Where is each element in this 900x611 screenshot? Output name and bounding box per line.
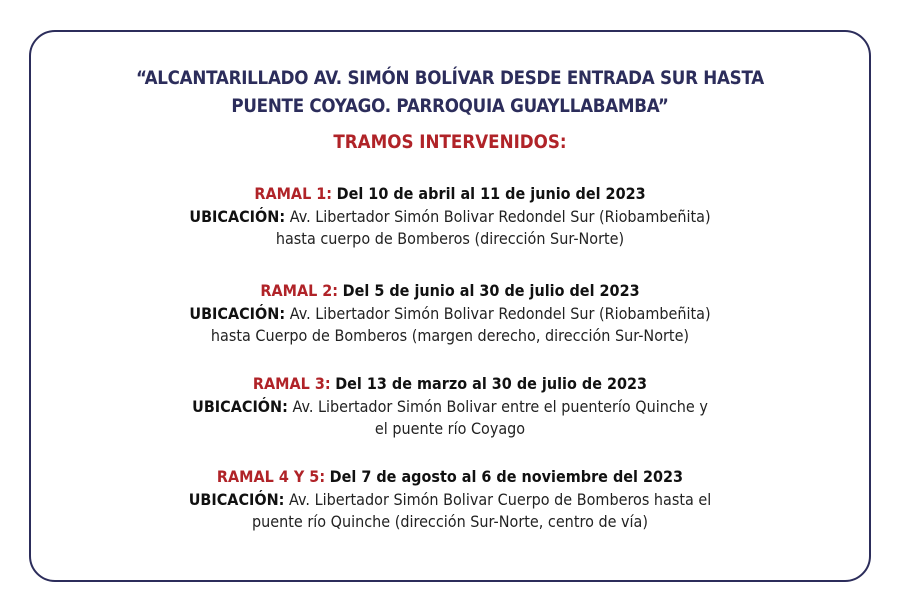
ramal-header (45, 373, 855, 396)
ramal-section-2 (0, 280, 900, 348)
ramal-dates: Del 10 de abril al 11 de junio del 2023 (336, 184, 646, 203)
ubicacion-label: UBICACIÓN: (189, 206, 286, 226)
location-text-line-1: Av. Libertador Simón Bolivar Cuerpo de Bomberos hasta el (289, 489, 712, 509)
ramal-header (45, 280, 855, 303)
location-text-line-1: Av. Libertador Simón Bolivar entre el puenterío Quinche y (292, 396, 708, 416)
ramal-header (45, 183, 855, 206)
ramal-dates: Del 5 de junio al 30 de julio del 2023 (342, 281, 640, 300)
ramal-label: RAMAL 3: (252, 374, 331, 393)
ubicacion-label: UBICACIÓN: (192, 396, 288, 416)
ramal-label: RAMAL 2: (260, 281, 339, 300)
ramal-section-3 (0, 373, 900, 441)
ramal-location (45, 489, 855, 512)
ramal-location (45, 396, 855, 419)
ramal-dates: Del 7 de agosto al 6 de noviembre del 2023 (329, 467, 684, 486)
ramal-section-1 (0, 183, 900, 251)
ubicacion-label: UBICACIÓN: (188, 489, 285, 509)
ramal-label: RAMAL 1: (254, 184, 333, 203)
section-heading: TRAMOS INTERVENIDOS: (333, 131, 567, 153)
ramal-header (45, 466, 855, 489)
ramal-label: RAMAL 4 Y 5: (216, 467, 326, 486)
location-text-line-2: hasta Cuerpo de Bomberos (margen derecho, dirección Sur-Norte) (210, 326, 690, 345)
ramal-location (45, 206, 855, 229)
ramal-section-4-5 (0, 466, 900, 534)
title-line-2: PUENTE COYAGO. PARROQUIA GUAYLLABAMBA” (231, 95, 669, 117)
location-text-line-1: Av. Libertador Simón Bolivar Redondel Sur (Riobambeñita) (289, 206, 711, 226)
location-text-line-2: el puente río Coyago (374, 419, 526, 438)
location-text-line-2: puente río Quinche (dirección Sur-Norte, centro de vía) (252, 512, 648, 531)
title-line-1: “ALCANTARILLADO AV. SIMÓN BOLÍVAR DESDE ENTRADA SUR HASTA (136, 67, 764, 89)
location-text-line-2: hasta cuerpo de Bomberos (dirección Sur-Norte) (275, 229, 625, 248)
ubicacion-label: UBICACIÓN: (189, 303, 286, 323)
ramal-location (45, 303, 855, 326)
ramal-dates: Del 13 de marzo al 30 de julio de 2023 (335, 374, 648, 393)
location-text-line-1: Av. Libertador Simón Bolivar Redondel Sur (Riobambeñita) (289, 303, 711, 323)
